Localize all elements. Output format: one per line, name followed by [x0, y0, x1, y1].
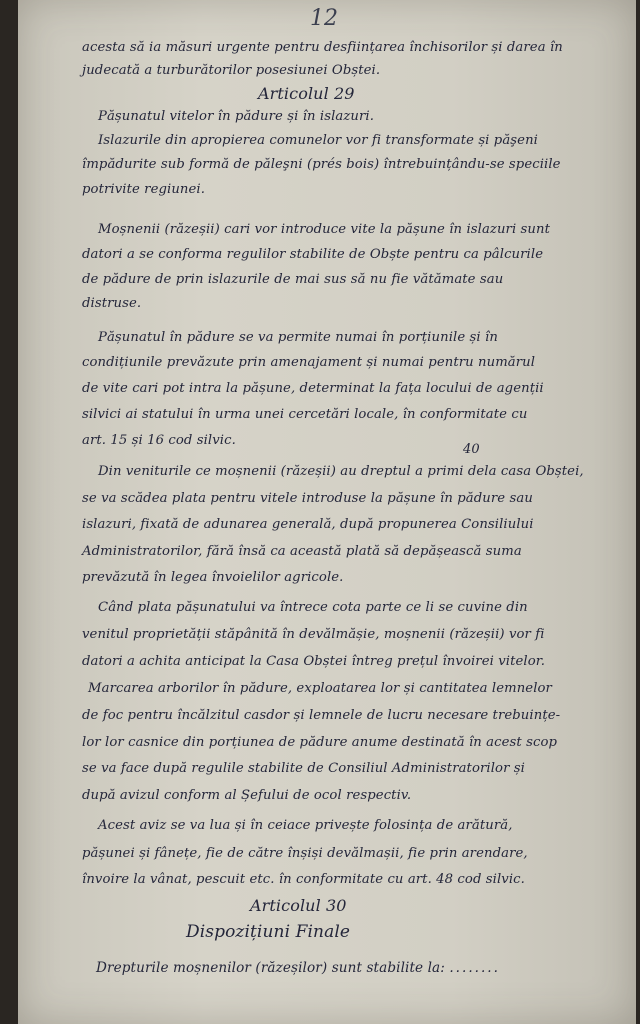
text-line: datori a achita anticipat la Casa Obștei întreg prețul învoirei vitelor. [82, 654, 545, 669]
text-line: condițiunile prevăzute prin amenajament și numai pentru numărul [82, 355, 536, 370]
page-number: 12 [310, 6, 338, 31]
text-line: Pășunatul în pădure se va permite numai în porțiunile și în [98, 330, 498, 345]
final-provisions-heading: Dispozițiuni Finale [186, 922, 351, 942]
text-line: venitul proprietății stăpânită în devălmășie, moșnenii (răzeșii) vor fi [82, 627, 545, 642]
text-line: împădurite sub formă de păleşni (prés bois) întrebuințându-se speciile [82, 157, 561, 172]
text-line: acesta să ia măsuri urgente pentru desființarea închisorilor și darea în [82, 40, 563, 55]
text-line: Islazurile din apropierea comunelor vor fi transformate și păşeni [98, 133, 538, 148]
text-line: Când plata pășunatului va întrece cota parte ce li se cuvine din [98, 600, 528, 615]
text-line: învoire la vânat, pescuit etc. în conformitate cu art. 48 cod silvic. [82, 872, 525, 887]
final-line-dots: ........ [449, 960, 500, 976]
text-line: lor lor casnice din porțiunea de pădure anume destinată în acest scop [82, 735, 558, 750]
margin-note: 40 [463, 442, 480, 457]
text-line: de pădure de prin islazurile de mai sus să nu fie vătămate sau [82, 272, 504, 287]
manuscript-page [18, 0, 636, 1024]
text-line: potrivite regiunei. [82, 182, 206, 197]
text-line: judecată a turburătorilor posesiunei Obștei. [82, 63, 381, 78]
final-line-text: Drepturile moșnenilor (răzeșilor) sunt stabilite la: [96, 960, 445, 976]
text-line: Pășunatul vitelor în pădure și în islazuri. [98, 109, 375, 124]
text-line: Marcarea arborilor în pădure, exploatarea lor și cantitatea lemnelor [88, 681, 552, 696]
text-line: art. 15 și 16 cod silvic. [82, 433, 236, 448]
text-line: se va scădea plata pentru vitele introduse la pășune în pădure sau [82, 491, 533, 506]
text-line: de vite cari pot intra la pășune, determinat la fața locului de agenții [82, 381, 544, 396]
text-line: islazuri, fixată de adunarea generală, după propunerea Consiliului [82, 517, 534, 532]
text-line: Acest aviz se va lua și în ceiace privește folosința de arătură, [98, 818, 513, 833]
text-line: Din veniturile ce moșnenii (răzeșii) au dreptul a primi dela casa Obștei, [98, 464, 584, 479]
text-line: Administratorilor, fără însă ca această plată să depășească suma [82, 544, 522, 559]
text-line: distruse. [82, 296, 142, 311]
text-line: se va face după regulile stabilite de Consiliul Administratorilor și [82, 761, 525, 776]
article-29-heading: Articolul 29 [258, 84, 355, 103]
text-line: prevăzută în legea învoielilor agricole. [82, 570, 344, 585]
text-line: datori a se conforma regulilor stabilite de Obște pentru ca pâlcurile [82, 247, 544, 262]
text-line: pășunei și fânețe, fie de către înșiși devălmașii, fie prin arendare, [82, 846, 528, 861]
text-line: de foc pentru încălzitul casdor și lemnele de lucru necesare trebuințe- [82, 708, 561, 723]
final-line [96, 960, 500, 976]
text-line: silvici ai statului în urma unei cercetări locale, în conformitate cu [82, 407, 528, 422]
article-30-heading: Articolul 30 [250, 896, 347, 915]
text-line: Moșnenii (răzeșii) cari vor introduce vite la pășune în islazuri sunt [98, 222, 551, 237]
text-line: după avizul conform al Șefului de ocol respectiv. [82, 788, 412, 803]
